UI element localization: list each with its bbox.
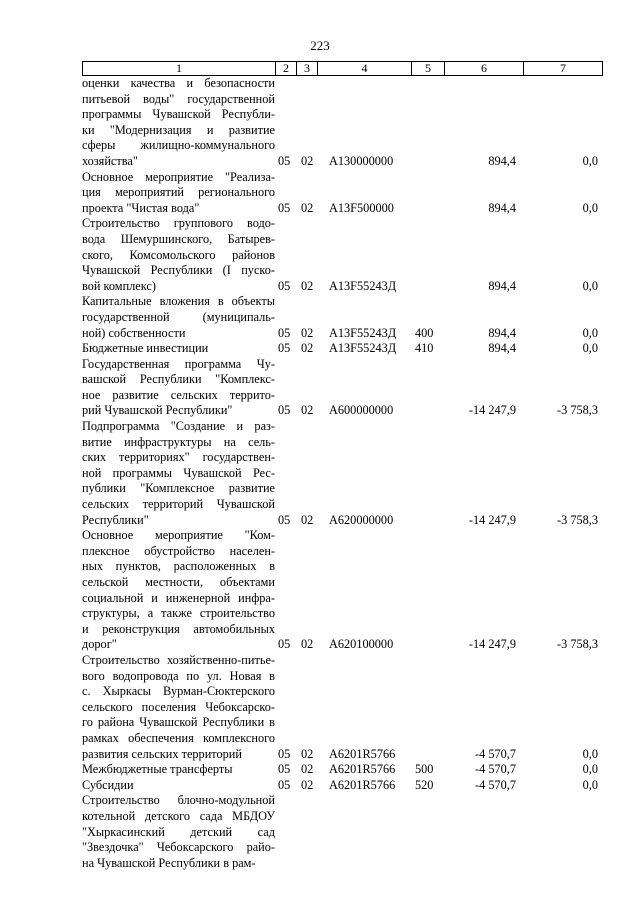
cell-c7: 0,0 bbox=[582, 325, 598, 340]
description-line: публики "Комплексное развитие bbox=[82, 481, 275, 496]
description-line: ского, Комсомольского районов bbox=[82, 247, 275, 262]
table-row bbox=[82, 357, 603, 419]
description-line: ских территориях" государствен- bbox=[82, 450, 275, 465]
cell-c7: -3 758,3 bbox=[557, 512, 598, 527]
description-line: и реконструкция автомобильных bbox=[82, 621, 275, 636]
cell-c7: -3 758,3 bbox=[557, 637, 598, 652]
header-col-6: 6 bbox=[444, 61, 524, 76]
description-line: Бюджетные инвестиции bbox=[82, 341, 209, 356]
cell-c4: А6201R5766 bbox=[329, 746, 396, 761]
description-line: витие инфраструктуры на сель- bbox=[82, 434, 275, 449]
cell-c3: 02 bbox=[301, 746, 314, 761]
cell-c2: 05 bbox=[278, 762, 291, 777]
cell-c6: 894,4 bbox=[488, 278, 516, 293]
cell-c2: 05 bbox=[278, 325, 291, 340]
description-line: Субсидии bbox=[82, 777, 134, 792]
cell-c7: 0,0 bbox=[582, 278, 598, 293]
description-line: ных пунктов, расположенных в bbox=[82, 559, 275, 574]
cell-c4: А13F55243Д bbox=[329, 278, 397, 293]
table-row bbox=[82, 762, 603, 778]
cell-c7: 0,0 bbox=[582, 153, 598, 168]
table-row bbox=[82, 294, 603, 341]
description-line: Основное мероприятие "Реализа- bbox=[82, 169, 275, 184]
row-description bbox=[82, 778, 275, 794]
description-line: развития сельских территорий bbox=[82, 746, 242, 761]
table-row bbox=[82, 216, 603, 294]
cell-c4: А620100000 bbox=[329, 637, 394, 652]
row-description bbox=[82, 653, 275, 762]
table-row bbox=[82, 170, 603, 217]
description-line: вой комплекс) bbox=[82, 278, 156, 293]
description-line: Строительство хозяйственно-питье- bbox=[82, 652, 275, 667]
description-line: вашской Республики "Комплекс- bbox=[82, 372, 275, 387]
cell-c2: 05 bbox=[278, 512, 291, 527]
header-col-3: 3 bbox=[296, 61, 318, 76]
cell-c6: -4 570,7 bbox=[475, 746, 516, 761]
description-line: Строительство блочно-модульной bbox=[82, 793, 275, 808]
row-description bbox=[82, 419, 275, 528]
description-line: проекта "Чистая вода" bbox=[82, 200, 200, 215]
table-header bbox=[82, 61, 603, 76]
cell-c4: А13F500000 bbox=[329, 200, 394, 215]
cell-c6: 894,4 bbox=[488, 341, 516, 356]
description-line: Капитальные вложения в объекты bbox=[82, 294, 275, 309]
cell-c7: 0,0 bbox=[582, 200, 598, 215]
cell-c2: 05 bbox=[278, 200, 291, 215]
table-row bbox=[82, 793, 603, 871]
cell-c6: -14 247,9 bbox=[468, 512, 516, 527]
cell-c4: А13F55243Д bbox=[329, 325, 397, 340]
description-line: Чувашской Республики (I пуско- bbox=[82, 263, 275, 278]
description-line: оценки качества и безопасности bbox=[82, 76, 275, 90]
header-col-1: 1 bbox=[82, 61, 276, 76]
cell-c2: 05 bbox=[278, 278, 291, 293]
row-description bbox=[82, 294, 275, 341]
table-row bbox=[82, 341, 603, 357]
header-col-5: 5 bbox=[411, 61, 445, 76]
table-row bbox=[82, 528, 603, 653]
header-col-7: 7 bbox=[523, 61, 603, 76]
table-row bbox=[82, 778, 603, 794]
description-line: Основное мероприятие "Ком- bbox=[82, 528, 275, 543]
cell-c2: 05 bbox=[278, 341, 291, 356]
description-line: на Чувашской Республики в рам- bbox=[82, 855, 256, 870]
cell-c7: 0,0 bbox=[582, 341, 598, 356]
cell-c7: 0,0 bbox=[582, 777, 598, 792]
cell-c5: 520 bbox=[415, 777, 434, 792]
cell-c4: А600000000 bbox=[329, 403, 394, 418]
description-line: ной) собственности bbox=[82, 325, 186, 340]
cell-c6: -14 247,9 bbox=[468, 403, 516, 418]
cell-c3: 02 bbox=[301, 512, 314, 527]
cell-c2: 05 bbox=[278, 777, 291, 792]
description-line: программы Чувашской Республи- bbox=[82, 107, 275, 122]
row-description bbox=[82, 216, 275, 294]
description-line: питьевой воды" государственной bbox=[82, 91, 275, 106]
description-line: дорог" bbox=[82, 637, 117, 652]
cell-c5: 410 bbox=[415, 341, 434, 356]
cell-c6: -4 570,7 bbox=[475, 762, 516, 777]
cell-c3: 02 bbox=[301, 278, 314, 293]
description-line: "Хыркасинский детский сад bbox=[82, 824, 275, 839]
description-line: Подпрограмма "Создание и раз- bbox=[82, 419, 275, 434]
description-line: ки "Модернизация и развитие bbox=[82, 122, 275, 137]
description-line: рий Чувашской Республики" bbox=[82, 403, 233, 418]
table-row bbox=[82, 419, 603, 528]
row-description bbox=[82, 762, 275, 778]
cell-c4: А13F55243Д bbox=[329, 341, 397, 356]
description-line: рамках обеспечения комплексного bbox=[82, 730, 275, 745]
cell-c4: А6201R5766 bbox=[329, 762, 396, 777]
cell-c3: 02 bbox=[301, 153, 314, 168]
row-description bbox=[82, 528, 275, 653]
table-row bbox=[82, 653, 603, 762]
cell-c6: 894,4 bbox=[488, 325, 516, 340]
cell-c2: 05 bbox=[278, 403, 291, 418]
description-line: с. Хыркасы Вурман-Сюктерского bbox=[82, 684, 275, 699]
description-line: плексное обустройство населен- bbox=[82, 543, 275, 558]
row-description bbox=[82, 357, 275, 419]
table-body bbox=[82, 76, 603, 871]
cell-c2: 05 bbox=[278, 637, 291, 652]
description-line: Строительство группового водо- bbox=[82, 216, 275, 231]
description-line: сельской местности, объектами bbox=[82, 575, 275, 589]
cell-c4: А620000000 bbox=[329, 512, 394, 527]
cell-c6: 894,4 bbox=[488, 153, 516, 168]
description-line: сельских территорий Чувашской bbox=[82, 497, 275, 512]
description-line: сферы жилищно-коммунального bbox=[82, 138, 275, 153]
description-line: государственной (муниципаль- bbox=[82, 309, 275, 324]
cell-c6: 894,4 bbox=[488, 200, 516, 215]
cell-c3: 02 bbox=[301, 200, 314, 215]
cell-c6: -14 247,9 bbox=[468, 637, 516, 652]
row-description bbox=[82, 341, 275, 357]
cell-c7: -3 758,3 bbox=[557, 403, 598, 418]
description-line: ное развитие сельских террито- bbox=[82, 387, 275, 402]
description-line: вого водопровода по ул. Новая в bbox=[82, 668, 275, 683]
description-line: Государственная программа Чу- bbox=[82, 356, 275, 371]
row-description bbox=[82, 170, 275, 217]
description-line: Межбюджетные трансферты bbox=[82, 762, 233, 777]
description-line: ция мероприятий регионального bbox=[82, 185, 275, 200]
description-line: ной программы Чувашской Рес- bbox=[82, 465, 275, 480]
cell-c7: 0,0 bbox=[582, 762, 598, 777]
cell-c7: 0,0 bbox=[582, 746, 598, 761]
cell-c4: А6201R5766 bbox=[329, 777, 396, 792]
description-line: Республики" bbox=[82, 512, 149, 527]
table-row bbox=[82, 76, 603, 170]
cell-c3: 02 bbox=[301, 762, 314, 777]
header-col-2: 2 bbox=[275, 61, 297, 76]
page-number: 223 bbox=[310, 38, 330, 53]
cell-c6: -4 570,7 bbox=[475, 777, 516, 792]
description-line: го района Чувашской Республики в bbox=[82, 715, 275, 730]
cell-c5: 500 bbox=[415, 762, 434, 777]
description-line: котельной детского сада МБДОУ bbox=[82, 808, 275, 823]
description-line: "Звездочка" Чебоксарского райо- bbox=[82, 840, 275, 855]
description-line: хозяйства" bbox=[82, 153, 138, 168]
description-line: вода Шемуршинского, Батырев- bbox=[82, 231, 275, 246]
description-line: структуры, а также строительство bbox=[82, 606, 275, 621]
row-description bbox=[82, 793, 275, 871]
cell-c3: 02 bbox=[301, 403, 314, 418]
cell-c3: 02 bbox=[301, 341, 314, 356]
cell-c4: А130000000 bbox=[329, 153, 394, 168]
row-description bbox=[82, 76, 275, 170]
cell-c5: 400 bbox=[415, 325, 434, 340]
cell-c3: 02 bbox=[301, 777, 314, 792]
cell-c2: 05 bbox=[278, 746, 291, 761]
description-line: социальной и инженерной инфра- bbox=[82, 590, 275, 605]
header-col-4: 4 bbox=[317, 61, 412, 76]
cell-c3: 02 bbox=[301, 637, 314, 652]
cell-c2: 05 bbox=[278, 153, 291, 168]
description-line: сельского поселения Чебоксарско- bbox=[82, 699, 275, 714]
cell-c3: 02 bbox=[301, 325, 314, 340]
